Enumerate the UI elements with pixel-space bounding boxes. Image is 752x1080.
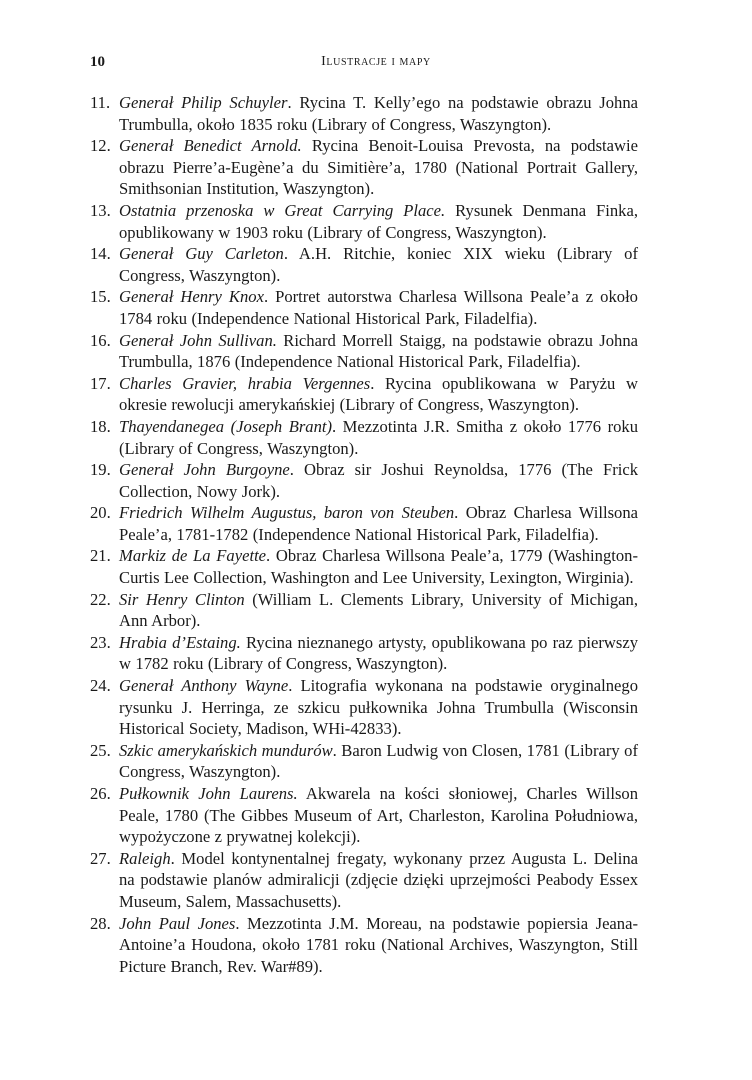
- entry-title: Ostatnia przenoska w Great Carrying Place.: [119, 200, 446, 220]
- list-item: [90, 416, 638, 459]
- entry-title: Generał John Sullivan.: [119, 330, 277, 350]
- entry-description: . Litografia wykonana na podstawie oryginalnego rysunku J. Herringa, ze szkicu pułkownika Johna Trumbulla (Wisconsin Historical Society, Madison, WHi-42833).: [119, 676, 638, 739]
- entry-description: . Model kontynentalnej fregaty, wykonany przez Augusta L. Delina na podstawie planów admiralicji (zdjęcie dzięki uprzejmości Peabody Essex Museum, Salem, Massachusetts).: [119, 848, 638, 911]
- list-item: [90, 783, 638, 848]
- list-item: [90, 848, 638, 913]
- list-item: [90, 502, 638, 545]
- list-item: [90, 373, 638, 416]
- entry-number: 13.: [90, 200, 111, 220]
- list-item: [90, 286, 638, 329]
- entry-number: 22.: [90, 589, 111, 609]
- entry-number: 24.: [90, 676, 111, 696]
- page-number: 10: [90, 54, 105, 70]
- entry-title: Hrabia d’Estaing.: [119, 632, 241, 652]
- entry-title: Sir Henry Clinton: [119, 589, 245, 609]
- entry-description: . Rycina opublikowana w Paryżu w okresie rewolucji amerykańskiej (Library of Congress, Waszyngton).: [119, 373, 638, 415]
- entry-description: Rycina Benoit-Louisa Prevosta, na podstawie obrazu Pierre’a-Eugène’a du Simitière’a, 1780 (National Portrait Gallery, Smithsonian Institution, Waszyngton).: [119, 136, 638, 199]
- entry-description: Akwarela na kości słoniowej, Charles Willson Peale, 1780 (The Gibbes Museum of Art, Charleston, Karolina Południowa, wypożyczone z prywatnej kolekcji).: [119, 784, 638, 847]
- entry-title: Generał Philip Schuyler: [119, 93, 288, 112]
- entry-number: 26.: [90, 784, 111, 803]
- list-item: [90, 675, 638, 740]
- entry-title: Generał Henry Knox: [119, 287, 264, 307]
- list-item: [90, 92, 638, 135]
- entry-number: 20.: [90, 503, 111, 523]
- entry-description: . A.H. Ritchie, koniec XIX wieku (Library of Congress, Waszyngton).: [119, 244, 639, 285]
- entry-description: . Mezzotinta J.M. Moreau, na podstawie popiersia Jeana-Antoine’a Houdona, około 1781 roku (National Archives, Waszyngton, Still Picture Branch, Rev. War#89).: [119, 913, 638, 976]
- entry-number: 25.: [90, 740, 111, 760]
- entry-title: Raleigh: [119, 848, 171, 868]
- entry-description: . Obraz Charlesa Willsona Peale’a, 1781-1782 (Independence National Historical Park, Filadelfia).: [119, 503, 639, 544]
- entry-title: John Paul Jones: [119, 913, 236, 933]
- entry-title: Szkic amerykańskich mundurów: [119, 740, 333, 760]
- entry-number: 15.: [90, 287, 111, 307]
- entry-description: Rysunek Denmana Finka, opublikowany w 1903 roku (Library of Congress, Waszyngton).: [119, 200, 638, 242]
- entry-description: . Portret autorstwa Charlesa Willsona Peale’a z około 1784 roku (Independence National Historical Park, Filadelfia).: [119, 287, 638, 328]
- illustrations-list: [90, 92, 638, 977]
- list-item: [90, 589, 638, 632]
- entry-description: (William L. Clements Library, University of Michigan, Ann Arbor).: [119, 589, 638, 631]
- entry-description: . Mezzotinta J.R. Smitha z około 1776 roku (Library of Congress, Waszyngton).: [119, 416, 638, 458]
- entry-description: Rycina nieznanego artysty, opublikowana po raz pierwszy w 1782 roku (Library of Congress, Waszyngton).: [119, 632, 638, 674]
- entry-number: 18.: [90, 416, 111, 436]
- entry-title: Friedrich Wilhelm Augustus, baron von Steuben: [119, 503, 455, 523]
- list-item: [90, 330, 638, 373]
- entry-description: . Obraz sir Joshui Reynoldsa, 1776 (The Frick Collection, Nowy Jork).: [119, 460, 638, 501]
- entry-title: Markiz de La Fayette: [119, 546, 267, 566]
- entry-number: 16.: [90, 330, 111, 350]
- entry-number: 17.: [90, 373, 111, 393]
- entry-description: . Obraz Charlesa Willsona Peale’a, 1779 (Washington-Curtis Lee Collection, Washington and Lee University, Lexington, Wirginia).: [119, 546, 638, 588]
- list-item: [90, 545, 638, 588]
- entry-description: . Baron Ludwig von Closen, 1781 (Library of Congress, Waszyngton).: [119, 740, 638, 782]
- entry-number: 28.: [90, 913, 111, 933]
- entry-number: 23.: [90, 632, 111, 652]
- list-item: [90, 243, 638, 286]
- list-item: [90, 740, 638, 783]
- list-item: [90, 459, 638, 502]
- list-item: [90, 200, 638, 243]
- entry-number: 12.: [90, 136, 111, 156]
- entry-number: 19.: [90, 460, 111, 480]
- entry-number: 14.: [90, 244, 111, 264]
- entry-description: . Rycina T. Kelly’ego na podstawie obrazu Johna Trumbulla, około 1835 roku (Library of Congress, Waszyngton).: [119, 93, 638, 134]
- entry-title: Generał Anthony Wayne: [119, 676, 289, 696]
- entry-title: Generał John Burgoyne: [119, 460, 290, 480]
- entry-description: Richard Morrell Staigg, na podstawie obrazu Johna Trumbulla, 1876 (Independence National Historical Park, Filadelfia).: [119, 330, 638, 372]
- entry-title: Pułkownik John Laurens.: [119, 784, 298, 803]
- entry-title: Thayendanegea (Joseph Brant): [119, 416, 333, 436]
- entry-title: Generał Guy Carleton: [119, 244, 284, 264]
- entry-title: Generał Benedict Arnold.: [119, 136, 302, 156]
- entry-title: Charles Gravier, hrabia Vergennes: [119, 373, 371, 393]
- running-head: Ilustracje i mapy: [321, 54, 431, 69]
- entry-number: 11.: [90, 93, 111, 112]
- list-item: [90, 913, 638, 978]
- list-item: [90, 632, 638, 675]
- entry-number: 27.: [90, 848, 111, 868]
- entry-number: 21.: [90, 546, 111, 566]
- list-item: [90, 135, 638, 200]
